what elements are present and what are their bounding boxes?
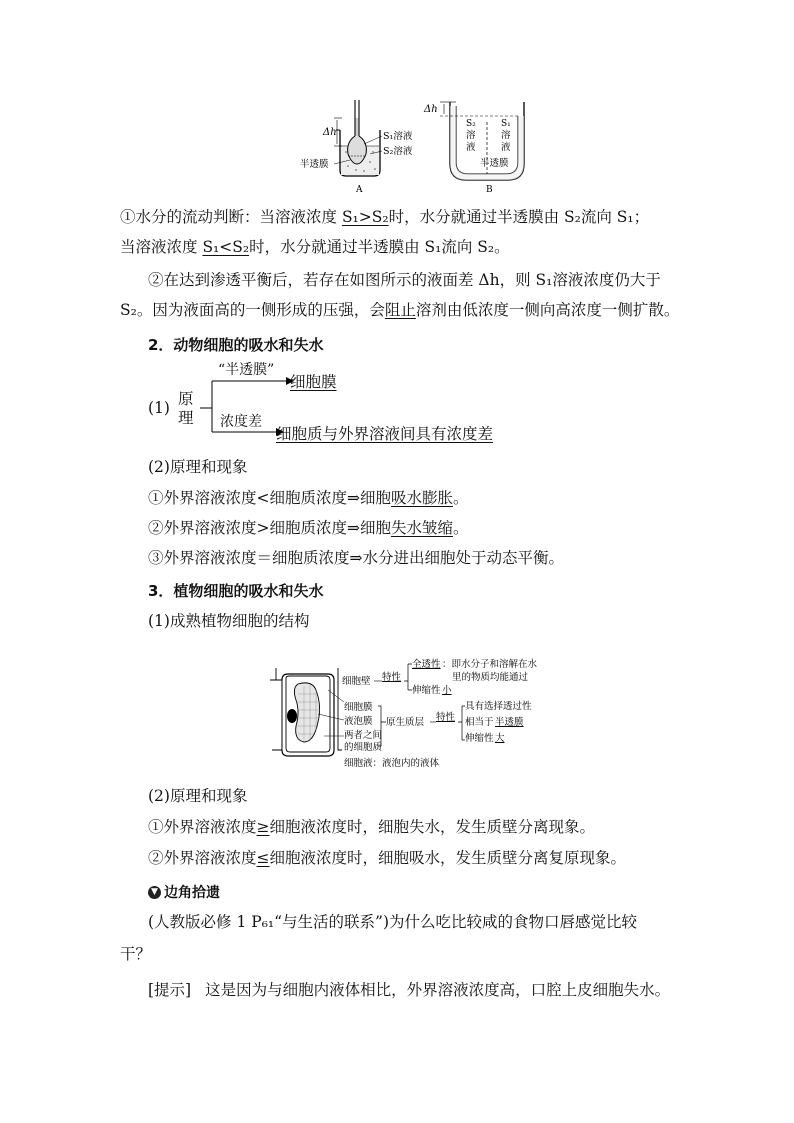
animal-line1 — [148, 488, 469, 508]
para1-answer-2: S₁<S₂ — [202, 238, 250, 256]
plant-line1-text-b: 细胞液浓度时，细胞失水，发生质壁分离现象。 — [269, 818, 596, 836]
label-full-permeability-desc1: ：即水分子和溶解在水 — [442, 659, 538, 670]
label-selective: 具有选择透过性 — [465, 701, 532, 712]
section3-title: 3．植物细胞的吸水和失水 — [148, 582, 324, 600]
principle-num: (1) — [148, 399, 170, 417]
label-between2: 的细胞质 — [344, 742, 383, 753]
principle-answer-2: 细胞质与外界溶液间具有浓度差 — [276, 425, 494, 443]
figure-b-caption: B — [486, 185, 493, 195]
label-full-permeability-desc2: 里的物质均能通过 — [452, 672, 529, 683]
principle-branch1-label: “半透膜” — [218, 362, 275, 378]
sub2-title: (2)原理和现象 — [148, 458, 248, 476]
figure-b-s2-char2: 液 — [466, 142, 476, 153]
principle-answer-1: 细胞膜 — [290, 373, 337, 391]
label-protoplast: 原生质层 — [386, 717, 425, 728]
animal-line2 — [148, 518, 469, 538]
animal-line2-text: ②外界溶液浓度>细胞质浓度⇒细胞 — [148, 519, 391, 537]
para1-line1 — [120, 207, 649, 227]
label-equiv-answer: 半透膜 — [495, 717, 524, 728]
para2-line1: ②在达到渗透平衡后，若存在如图所示的液面差 Δh，则 S₁溶液浓度仍大于 — [148, 271, 661, 289]
figure-a-s1-label: S₁溶液 — [383, 131, 413, 142]
label-cell-membrane: 细胞膜 — [344, 702, 373, 713]
para2-text-b: S₂。因为液面高的一侧形成的压强，会 — [120, 301, 385, 319]
para1-text-a: ①水分的流动判断：当溶液浓度 — [120, 208, 342, 226]
para2-line2 — [120, 300, 679, 320]
figure-b-delta-h: Δh — [424, 104, 438, 115]
animal-answer-1: 吸水膨胀 — [390, 489, 453, 507]
question-line1: (人教版必修 1 P₆₁“与生活的联系”)为什么吃比较咸的食物口唇感觉比较 — [148, 913, 638, 931]
figure-a-caption: A — [356, 185, 363, 195]
corner-title: 边角拾遗 — [164, 885, 220, 901]
plant-line2 — [148, 848, 626, 868]
label-property: 特性 — [382, 672, 402, 683]
figure-b-s2-char1: 溶 — [466, 130, 476, 141]
figure-b-s2: S₂ — [466, 119, 476, 129]
plant-line2-text-b: 细胞液浓度时，细胞吸水，发生质壁分离复原现象。 — [269, 849, 627, 867]
label-equiv: 相当于 — [465, 717, 494, 728]
label-full-permeability: 全透性 — [412, 659, 441, 670]
hint-text: 这是因为与细胞内液体相比，外界溶液浓度高，口腔上皮细胞失水。 — [205, 981, 671, 999]
para1-text-c: 当溶液浓度 — [120, 238, 203, 256]
label-between1: 两者之间 — [344, 730, 383, 741]
animal-answer-2: 失水皱缩 — [390, 519, 453, 537]
plant-cell-drawing — [270, 668, 344, 756]
principle-branch1-value — [290, 372, 337, 392]
para1-answer-1: S₁>S₂ — [341, 208, 389, 226]
figure-a-delta-h: Δh — [323, 127, 337, 138]
animal-line3: ③外界溶液浓度＝细胞质浓度⇒水分进出细胞处于动态平衡。 — [148, 549, 564, 567]
label-property2: 特性 — [436, 712, 456, 723]
para1-text-b: 时，水分就通过半透膜由 S₂流向 S₁； — [388, 208, 650, 226]
animal-line1-end: 。 — [453, 489, 469, 507]
hint-line — [148, 980, 670, 1000]
figure-b-s1-char1: 溶 — [501, 130, 511, 141]
corner-badge — [148, 882, 220, 902]
principle-branch2-value — [276, 424, 493, 444]
label-stretch-small: 小 — [442, 685, 452, 696]
para1-text-d: 时，水分就通过半透膜由 S₁流向 S₂。 — [249, 238, 510, 256]
figure-b — [423, 102, 524, 195]
chevron-down-icon: ▼ — [148, 886, 161, 899]
label-stretch-big: 大 — [495, 733, 505, 744]
label-tonoplast: 液泡膜 — [344, 716, 373, 727]
section2-title: 2．动物细胞的吸水和失水 — [148, 336, 324, 354]
plant-line2-text-a: ②外界溶液浓度 — [148, 849, 257, 867]
animal-line2-end: 。 — [453, 519, 469, 537]
principle-branch2-label: 浓度差 — [220, 414, 262, 430]
plant-answer-2: ≤ — [256, 849, 270, 867]
figure-b-s1-char2: 液 — [501, 142, 511, 153]
label-stretch: 伸缩性 — [412, 685, 441, 696]
sub3-2-title: (2)原理和现象 — [148, 787, 248, 805]
para1-line2 — [120, 237, 510, 257]
figure-b-s1: S₁ — [501, 119, 511, 129]
principle-char2: 理 — [178, 409, 194, 427]
label-cell-sap: 细胞液：液泡内的液体 — [344, 758, 440, 769]
figure-b-membrane-label: 半透膜 — [480, 158, 509, 169]
principle-char1: 原 — [178, 390, 194, 408]
osmosis-figure — [290, 92, 550, 198]
plant-answer-1: ≥ — [256, 818, 270, 836]
animal-line1-text: ①外界溶液浓度<细胞质浓度⇒细胞 — [148, 489, 391, 507]
figure-a-s2-label: S₂溶液 — [383, 146, 413, 157]
figure-a-membrane-label: 半透膜 — [300, 159, 329, 170]
question-line2: 干？ — [120, 945, 152, 963]
sub3-1-title: (1)成熟植物细胞的结构 — [148, 612, 310, 630]
para2-text-c: 溶剂由低浓度一侧向高浓度一侧扩散。 — [415, 301, 680, 319]
plant-line1-text-a: ①外界溶液浓度 — [148, 818, 257, 836]
label-stretch2: 伸缩性 — [465, 733, 494, 744]
figure-a — [300, 100, 413, 195]
para2-answer: 阻止 — [384, 301, 416, 319]
hint-label: [提示] — [148, 981, 192, 999]
plant-line1 — [148, 817, 595, 837]
label-cell-wall: 细胞壁 — [342, 676, 371, 687]
plant-cell-figure — [268, 650, 540, 772]
